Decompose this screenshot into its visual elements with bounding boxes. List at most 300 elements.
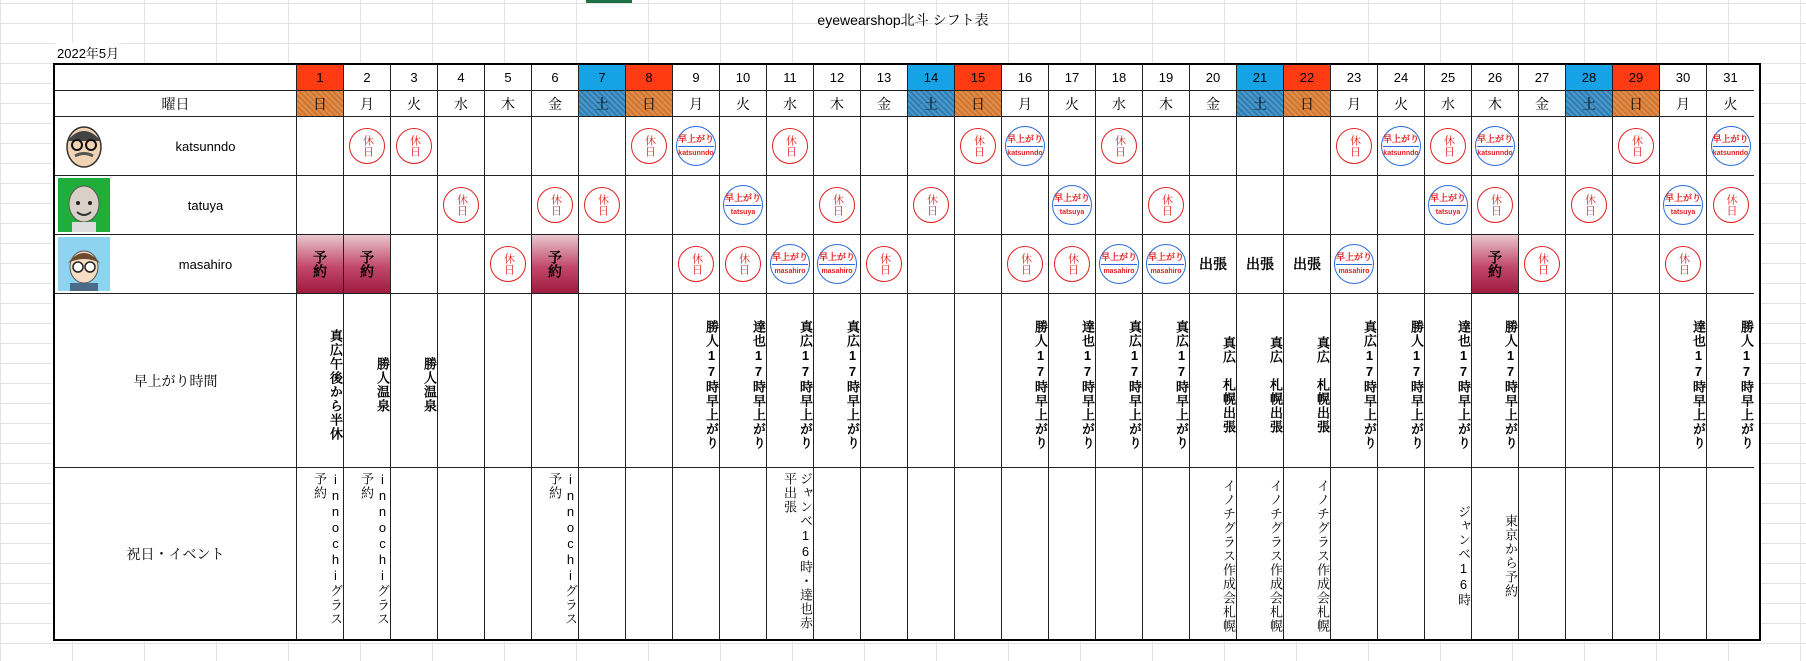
shift-cell-masahiro-15[interactable] [955, 235, 1002, 294]
early-time-15[interactable] [955, 294, 1002, 468]
day-number-5[interactable]: 5 [485, 65, 532, 91]
shift-cell-katsunndo-9[interactable] [673, 117, 720, 176]
early-time-22[interactable]: 真広 札幌出張 [1284, 294, 1331, 468]
day-number-25[interactable]: 25 [1425, 65, 1472, 91]
weekday-21[interactable]: 土 [1237, 91, 1284, 117]
shift-cell-katsunndo-21[interactable] [1237, 117, 1284, 176]
shift-cell-masahiro-24[interactable] [1378, 235, 1425, 294]
stamp-member-tag: tatsuya [1059, 208, 1085, 216]
shift-cell-tatuya-16[interactable] [1002, 176, 1049, 235]
shift-cell-masahiro-25[interactable] [1425, 235, 1472, 294]
day-number-15[interactable]: 15 [955, 65, 1002, 91]
shift-cell-tatuya-31[interactable] [1707, 176, 1754, 235]
early-leave-stamp [1052, 185, 1092, 225]
event-9[interactable] [673, 468, 720, 639]
weekday-label: 曜日 [55, 91, 297, 117]
day-number-17[interactable]: 17 [1049, 65, 1096, 91]
shift-cell-tatuya-27[interactable] [1519, 176, 1566, 235]
stamp-member-tag: katsunndo [1477, 149, 1513, 157]
early-time-18[interactable]: 真広17時早上がり [1096, 294, 1143, 468]
day-number-29[interactable]: 29 [1613, 65, 1660, 91]
shift-cell-masahiro-20[interactable]: 出張 [1190, 235, 1237, 294]
early-leave-stamp [723, 185, 763, 225]
weekday-2[interactable]: 月 [344, 91, 391, 117]
shift-cell-tatuya-3[interactable] [391, 176, 438, 235]
shift-cell-masahiro-12[interactable] [814, 235, 861, 294]
day-number-31[interactable]: 31 [1707, 65, 1754, 91]
shift-cell-katsunndo-30[interactable] [1660, 117, 1707, 176]
shift-cell-katsunndo-13[interactable] [861, 117, 908, 176]
stamp-divider [725, 205, 761, 206]
shift-cell-katsunndo-14[interactable] [908, 117, 955, 176]
early-time-23[interactable]: 真広17時早上がり [1331, 294, 1378, 468]
event-7[interactable] [579, 468, 626, 639]
day-number-6[interactable]: 6 [532, 65, 579, 91]
shift-cell-masahiro-31[interactable] [1707, 235, 1754, 294]
shift-cell-tatuya-26[interactable] [1472, 176, 1519, 235]
event-1[interactable]: innochiグラス予約 [297, 468, 344, 639]
weekday-18[interactable]: 水 [1096, 91, 1143, 117]
early-leave-stamp [676, 126, 716, 166]
day-off-stamp: 休日 [1571, 187, 1607, 223]
early-leave-text: 早上がり [677, 133, 714, 144]
early-time-10[interactable]: 達也17時早上がり [720, 294, 767, 468]
early-time-27[interactable] [1519, 294, 1566, 468]
shift-cell-masahiro-27[interactable] [1519, 235, 1566, 294]
stamp-divider [1101, 264, 1137, 265]
event-4[interactable] [438, 468, 485, 639]
member-name: katsunndo [175, 138, 236, 154]
early-time-11[interactable]: 真広17時早上がり [767, 294, 814, 468]
day-number-14[interactable]: 14 [908, 65, 955, 91]
early-leave-text: 早上がり [1335, 251, 1372, 262]
early-time-19[interactable]: 真広17時早上がり [1143, 294, 1190, 468]
event-10[interactable] [720, 468, 767, 639]
day-number-22[interactable]: 22 [1284, 65, 1331, 91]
shift-cell-masahiro-7[interactable] [579, 235, 626, 294]
day-off-stamp: 休日 [960, 128, 996, 164]
day-off-stamp: 休日 [1618, 128, 1654, 164]
shift-cell-masahiro-28[interactable] [1566, 235, 1613, 294]
day-number-28[interactable]: 28 [1566, 65, 1613, 91]
event-31[interactable] [1707, 468, 1754, 639]
member-tatuya [55, 176, 297, 235]
shift-cell-masahiro-21[interactable]: 出張 [1237, 235, 1284, 294]
early-time-12[interactable]: 真広17時早上がり [814, 294, 861, 468]
early-leave-text: 早上がり [1664, 192, 1701, 203]
early-time-8[interactable] [626, 294, 673, 468]
weekday-3[interactable]: 火 [391, 91, 438, 117]
early-leave-stamp [770, 244, 810, 284]
shift-cell-masahiro-29[interactable] [1613, 235, 1660, 294]
shift-cell-tatuya-18[interactable] [1096, 176, 1143, 235]
event-22[interactable]: イノチグラス作成会札幌 [1284, 468, 1331, 639]
shift-cell-masahiro-13[interactable] [861, 235, 908, 294]
day-off-stamp: 休日 [1524, 246, 1560, 282]
shift-cell-katsunndo-22[interactable] [1284, 117, 1331, 176]
day-number-11[interactable]: 11 [767, 65, 814, 91]
early-time-14[interactable] [908, 294, 955, 468]
shift-cell-tatuya-13[interactable] [861, 176, 908, 235]
shift-cell-tatuya-22[interactable] [1284, 176, 1331, 235]
day-number-10[interactable]: 10 [720, 65, 767, 91]
day-number-30[interactable]: 30 [1660, 65, 1707, 91]
day-off-stamp: 休日 [1665, 246, 1701, 282]
shift-cell-katsunndo-8[interactable] [626, 117, 673, 176]
stamp-member-tag: masahiro [774, 267, 806, 275]
day-off-stamp: 休日 [866, 246, 902, 282]
day-number-3[interactable]: 3 [391, 65, 438, 91]
day-off-stamp: 休日 [1430, 128, 1466, 164]
day-number-12[interactable]: 12 [814, 65, 861, 91]
weekday-15[interactable]: 日 [955, 91, 1002, 117]
early-time-3[interactable]: 勝人温泉 [391, 294, 438, 468]
early-leave-text: 早上がり [1476, 133, 1513, 144]
day-off-stamp: 休日 [537, 187, 573, 223]
shift-cell-tatuya-5[interactable] [485, 176, 532, 235]
event-17[interactable] [1049, 468, 1096, 639]
stamp-divider [1713, 146, 1749, 147]
event-2[interactable]: innochiグラス予約 [344, 468, 391, 639]
shift-cell-masahiro-8[interactable] [626, 235, 673, 294]
early-leave-text: 早上がり [1006, 133, 1043, 144]
shift-cell-tatuya-10[interactable] [720, 176, 767, 235]
early-time-5[interactable] [485, 294, 532, 468]
day-off-stamp: 休日 [1054, 246, 1090, 282]
shift-cell-tatuya-20[interactable] [1190, 176, 1237, 235]
day-number-19[interactable]: 19 [1143, 65, 1190, 91]
member-masahiro [55, 235, 297, 294]
weekday-9[interactable]: 月 [673, 91, 720, 117]
early-time-16[interactable]: 勝人17時早上がり [1002, 294, 1049, 468]
stamp-member-tag: tatsuya [1670, 208, 1696, 216]
shift-cell-masahiro-26[interactable]: 予約 [1472, 235, 1519, 294]
event-28[interactable] [1566, 468, 1613, 639]
shift-cell-masahiro-1[interactable]: 予約 [297, 235, 344, 294]
shift-cell-tatuya-8[interactable] [626, 176, 673, 235]
shift-cell-masahiro-22[interactable]: 出張 [1284, 235, 1331, 294]
stamp-divider [1430, 205, 1466, 206]
weekday-31[interactable]: 火 [1707, 91, 1754, 117]
shift-cell-tatuya-25[interactable] [1425, 176, 1472, 235]
weekday-30[interactable]: 月 [1660, 91, 1707, 117]
shift-cell-katsunndo-26[interactable] [1472, 117, 1519, 176]
weekday-11[interactable]: 水 [767, 91, 814, 117]
day-number-7[interactable]: 7 [579, 65, 626, 91]
weekday-17[interactable]: 火 [1049, 91, 1096, 117]
early-leave-text: 早上がり [1100, 251, 1137, 262]
day-number-20[interactable]: 20 [1190, 65, 1237, 91]
event-13[interactable] [861, 468, 908, 639]
event-27[interactable] [1519, 468, 1566, 639]
day-off-stamp: 休日 [349, 128, 385, 164]
day-off-stamp: 休日 [1713, 187, 1749, 223]
early-leave-stamp [1146, 244, 1186, 284]
day-number-9[interactable]: 9 [673, 65, 720, 91]
shift-cell-tatuya-11[interactable] [767, 176, 814, 235]
weekday-19[interactable]: 木 [1143, 91, 1190, 117]
day-off-stamp: 休日 [443, 187, 479, 223]
shift-cell-tatuya-28[interactable] [1566, 176, 1613, 235]
weekday-26[interactable]: 木 [1472, 91, 1519, 117]
early-time-6[interactable] [532, 294, 579, 468]
shift-cell-katsunndo-16[interactable] [1002, 117, 1049, 176]
boy-glasses-icon [58, 237, 110, 291]
shift-cell-tatuya-21[interactable] [1237, 176, 1284, 235]
event-12[interactable] [814, 468, 861, 639]
early-leave-stamp [817, 244, 857, 284]
shift-cell-tatuya-7[interactable] [579, 176, 626, 235]
early-time-13[interactable] [861, 294, 908, 468]
stamp-member-tag: katsunndo [1712, 149, 1749, 157]
stamp-divider [1383, 146, 1419, 147]
event-3[interactable] [391, 468, 438, 639]
early-leave-text: 早上がり [1053, 192, 1090, 203]
weekday-6[interactable]: 金 [532, 91, 579, 117]
stamp-member-tag: masahiro [821, 267, 853, 275]
shift-cell-masahiro-11[interactable] [767, 235, 814, 294]
shift-cell-tatuya-19[interactable] [1143, 176, 1190, 235]
shift-table [53, 63, 1761, 641]
shift-cell-katsunndo-20[interactable] [1190, 117, 1237, 176]
early-time-24[interactable]: 勝人17時早上がり [1378, 294, 1425, 468]
day-off-stamp: 休日 [1007, 246, 1043, 282]
shift-cell-tatuya-23[interactable] [1331, 176, 1378, 235]
shift-cell-masahiro-5[interactable] [485, 235, 532, 294]
event-23[interactable] [1331, 468, 1378, 639]
early-leave-text: 早上がり [1147, 251, 1184, 262]
stamp-divider [1007, 146, 1043, 147]
sheet-tab-indicator [586, 0, 632, 3]
early-time-31[interactable]: 勝人17時早上がり [1707, 294, 1754, 468]
stamp-member-tag: masahiro [1338, 267, 1370, 275]
event-row-label: 祝日・イベント [55, 468, 297, 639]
shift-cell-masahiro-19[interactable] [1143, 235, 1190, 294]
shift-cell-tatuya-4[interactable] [438, 176, 485, 235]
shift-cell-tatuya-15[interactable] [955, 176, 1002, 235]
shift-cell-katsunndo-27[interactable] [1519, 117, 1566, 176]
event-25[interactable]: ジャンベ16時 [1425, 468, 1472, 639]
day-number-21[interactable]: 21 [1237, 65, 1284, 91]
day-number-4[interactable]: 4 [438, 65, 485, 91]
shift-cell-katsunndo-15[interactable] [955, 117, 1002, 176]
shift-cell-katsunndo-29[interactable] [1613, 117, 1660, 176]
day-off-stamp: 休日 [631, 128, 667, 164]
stamp-member-tag: katsunndo [1383, 149, 1419, 157]
shift-cell-tatuya-6[interactable] [532, 176, 579, 235]
stamp-member-tag: tatsuya [730, 208, 756, 216]
day-number-23[interactable]: 23 [1331, 65, 1378, 91]
shift-cell-masahiro-9[interactable] [673, 235, 720, 294]
weekday-23[interactable]: 月 [1331, 91, 1378, 117]
early-leave-row-label: 早上がり時間 [55, 294, 297, 468]
member-name: tatuya [187, 197, 224, 213]
shift-cell-tatuya-24[interactable] [1378, 176, 1425, 235]
early-leave-stamp [1099, 244, 1139, 284]
shift-cell-masahiro-4[interactable] [438, 235, 485, 294]
stamp-member-tag: tatsuya [1435, 208, 1461, 216]
shift-cell-tatuya-9[interactable] [673, 176, 720, 235]
event-5[interactable] [485, 468, 532, 639]
weekday-29[interactable]: 日 [1613, 91, 1660, 117]
stamp-divider [1477, 146, 1513, 147]
day-number-18[interactable]: 18 [1096, 65, 1143, 91]
early-time-29[interactable] [1613, 294, 1660, 468]
event-8[interactable] [626, 468, 673, 639]
shift-cell-tatuya-29[interactable] [1613, 176, 1660, 235]
shift-cell-tatuya-30[interactable] [1660, 176, 1707, 235]
early-leave-stamp [1005, 126, 1045, 166]
day-number-16[interactable]: 16 [1002, 65, 1049, 91]
day-off-stamp: 休日 [913, 187, 949, 223]
shift-cell-katsunndo-28[interactable] [1566, 117, 1613, 176]
early-leave-stamp [1381, 126, 1421, 166]
shift-cell-katsunndo-5[interactable] [485, 117, 532, 176]
stamp-member-tag: katsunndo [1007, 149, 1043, 157]
shift-cell-katsunndo-2[interactable] [344, 117, 391, 176]
weekday-5[interactable]: 木 [485, 91, 532, 117]
early-time-21[interactable]: 真広 札幌出張 [1237, 294, 1284, 468]
day-off-stamp: 休日 [819, 187, 855, 223]
early-time-25[interactable]: 達也17時早上がり [1425, 294, 1472, 468]
day-number-26[interactable]: 26 [1472, 65, 1519, 91]
shift-cell-tatuya-1[interactable] [297, 176, 344, 235]
early-time-4[interactable] [438, 294, 485, 468]
weekday-8[interactable]: 日 [626, 91, 673, 117]
event-20[interactable]: イノチグラス作成会札幌 [1190, 468, 1237, 639]
event-30[interactable] [1660, 468, 1707, 639]
shift-cell-katsunndo-7[interactable] [579, 117, 626, 176]
shift-cell-masahiro-18[interactable] [1096, 235, 1143, 294]
day-off-stamp: 休日 [1148, 187, 1184, 223]
event-24[interactable] [1378, 468, 1425, 639]
weekday-10[interactable]: 火 [720, 91, 767, 117]
shift-cell-tatuya-14[interactable] [908, 176, 955, 235]
shift-cell-masahiro-23[interactable] [1331, 235, 1378, 294]
early-leave-text: 早上がり [1429, 192, 1466, 203]
shift-cell-masahiro-30[interactable] [1660, 235, 1707, 294]
event-14[interactable] [908, 468, 955, 639]
weekday-7[interactable]: 土 [579, 91, 626, 117]
early-time-7[interactable] [579, 294, 626, 468]
early-time-20[interactable]: 真広 札幌出張 [1190, 294, 1237, 468]
day-off-stamp: 休日 [490, 246, 526, 282]
shift-cell-katsunndo-11[interactable] [767, 117, 814, 176]
weekday-13[interactable]: 金 [861, 91, 908, 117]
weekday-24[interactable]: 火 [1378, 91, 1425, 117]
event-6[interactable]: innochiグラス予約 [532, 468, 579, 639]
weekday-22[interactable]: 日 [1284, 91, 1331, 117]
early-leave-stamp [1475, 126, 1515, 166]
event-15[interactable] [955, 468, 1002, 639]
weekday-1[interactable]: 日 [297, 91, 344, 117]
day-off-stamp: 休日 [772, 128, 808, 164]
day-number-2[interactable]: 2 [344, 65, 391, 91]
day-off-stamp: 休日 [725, 246, 761, 282]
shift-cell-katsunndo-24[interactable] [1378, 117, 1425, 176]
day-number-1[interactable]: 1 [297, 65, 344, 91]
early-leave-text: 早上がり [1382, 133, 1419, 144]
man-glasses-mustache-icon [58, 119, 110, 173]
weekday-16[interactable]: 月 [1002, 91, 1049, 117]
shift-cell-katsunndo-10[interactable] [720, 117, 767, 176]
weekday-28[interactable]: 土 [1566, 91, 1613, 117]
shift-cell-katsunndo-6[interactable] [532, 117, 579, 176]
early-time-1[interactable]: 真広午後から半休 [297, 294, 344, 468]
shift-cell-tatuya-12[interactable] [814, 176, 861, 235]
day-off-stamp: 休日 [1477, 187, 1513, 223]
day-off-stamp: 休日 [1101, 128, 1137, 164]
day-number-27[interactable]: 27 [1519, 65, 1566, 91]
event-29[interactable] [1613, 468, 1660, 639]
shift-cell-masahiro-17[interactable] [1049, 235, 1096, 294]
event-26[interactable]: 東京から予約 [1472, 468, 1519, 639]
shift-cell-katsunndo-23[interactable] [1331, 117, 1378, 176]
event-21[interactable]: イノチグラス作成会札幌 [1237, 468, 1284, 639]
early-time-2[interactable]: 勝人温泉 [344, 294, 391, 468]
early-time-17[interactable]: 達也17時早上がり [1049, 294, 1096, 468]
shift-cell-katsunndo-17[interactable] [1049, 117, 1096, 176]
day-off-stamp: 休日 [584, 187, 620, 223]
early-time-9[interactable]: 勝人17時早上がり [673, 294, 720, 468]
event-19[interactable] [1143, 468, 1190, 639]
weekday-12[interactable]: 木 [814, 91, 861, 117]
shift-cell-masahiro-2[interactable]: 予約 [344, 235, 391, 294]
day-off-stamp: 休日 [396, 128, 432, 164]
shift-cell-masahiro-6[interactable]: 予約 [532, 235, 579, 294]
day-number-24[interactable]: 24 [1378, 65, 1425, 91]
shift-cell-katsunndo-18[interactable] [1096, 117, 1143, 176]
shift-cell-katsunndo-4[interactable] [438, 117, 485, 176]
stamp-divider [678, 146, 714, 147]
stamp-member-tag: masahiro [1150, 267, 1182, 275]
shift-cell-katsunndo-1[interactable] [297, 117, 344, 176]
shift-cell-katsunndo-25[interactable] [1425, 117, 1472, 176]
early-time-26[interactable]: 勝人17時早上がり [1472, 294, 1519, 468]
day-number-8[interactable]: 8 [626, 65, 673, 91]
event-18[interactable] [1096, 468, 1143, 639]
early-leave-stamp [1663, 185, 1703, 225]
shift-cell-masahiro-16[interactable] [1002, 235, 1049, 294]
stamp-member-tag: masahiro [1103, 267, 1135, 275]
member-katsunndo [55, 117, 297, 176]
shift-cell-masahiro-3[interactable] [391, 235, 438, 294]
day-number-13[interactable]: 13 [861, 65, 908, 91]
event-11[interactable]: ジャンベ16時・達也赤平出張 [767, 468, 814, 639]
event-16[interactable] [1002, 468, 1049, 639]
early-leave-stamp [1334, 244, 1374, 284]
weekday-4[interactable]: 水 [438, 91, 485, 117]
weekday-20[interactable]: 金 [1190, 91, 1237, 117]
early-time-30[interactable]: 達也17時早上がり [1660, 294, 1707, 468]
stamp-divider [1148, 264, 1184, 265]
shift-cell-tatuya-2[interactable] [344, 176, 391, 235]
shift-cell-katsunndo-12[interactable] [814, 117, 861, 176]
weekday-27[interactable]: 金 [1519, 91, 1566, 117]
early-time-28[interactable] [1566, 294, 1613, 468]
shift-cell-tatuya-17[interactable] [1049, 176, 1096, 235]
weekday-14[interactable]: 土 [908, 91, 955, 117]
shift-cell-katsunndo-3[interactable] [391, 117, 438, 176]
stamp-divider [1054, 205, 1090, 206]
shift-cell-katsunndo-19[interactable] [1143, 117, 1190, 176]
shift-cell-katsunndo-31[interactable] [1707, 117, 1754, 176]
shift-cell-masahiro-14[interactable] [908, 235, 955, 294]
shift-cell-masahiro-10[interactable] [720, 235, 767, 294]
bald-man-icon [58, 178, 110, 232]
early-leave-text: 早上がり [1712, 133, 1749, 144]
weekday-25[interactable]: 水 [1425, 91, 1472, 117]
